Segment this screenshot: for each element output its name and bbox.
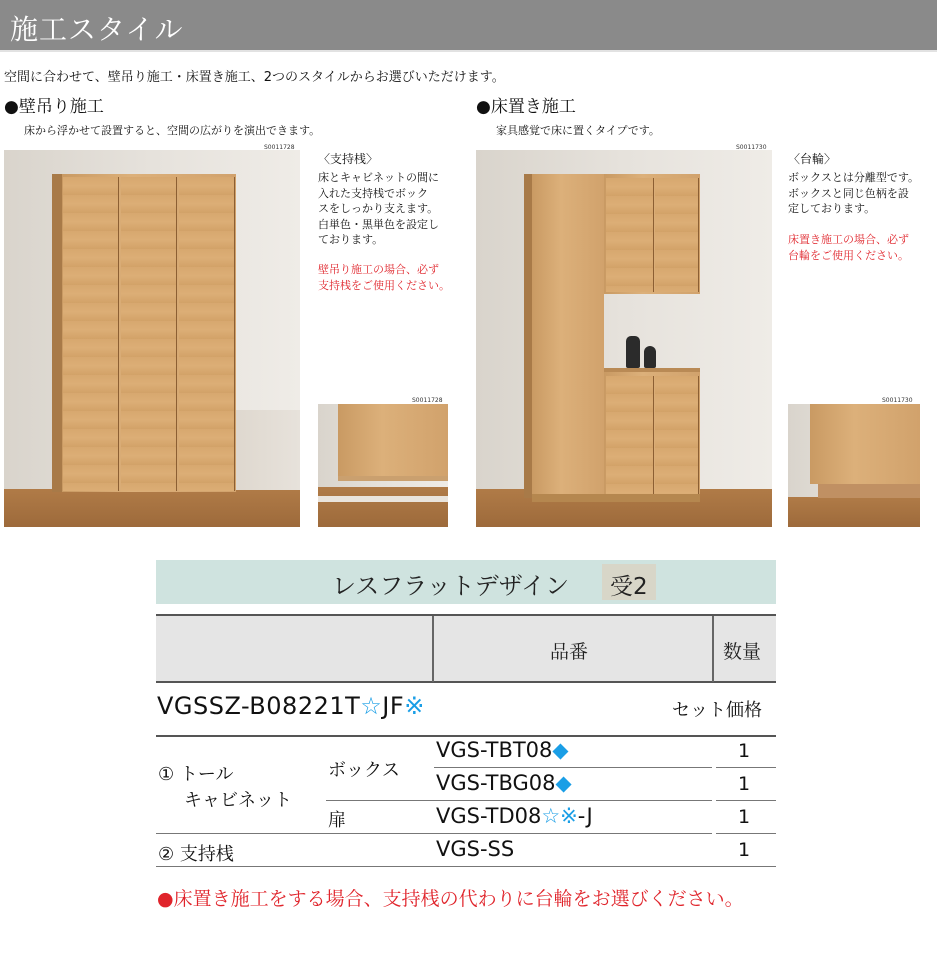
warning-line: 台輪をご使用ください。	[788, 248, 909, 262]
floor-standing-note-title: 〈台輪〉	[788, 152, 837, 166]
note-line: 床とキャビネットの間に	[318, 171, 439, 184]
design-banner	[156, 560, 776, 604]
divider	[156, 833, 712, 834]
group1-label-line: キャビネット	[184, 790, 292, 811]
note-line: 入れた支持桟でボック	[318, 186, 428, 200]
section-title: 施工スタイル	[10, 13, 184, 46]
warning-line: 壁吊り施工の場合、必ず	[318, 263, 439, 276]
wall-mount-note-title: 〈支持桟〉	[318, 152, 379, 166]
design-title: レスフラットデザイン	[332, 572, 570, 600]
note-line: ボックスと同じ色柄を設	[788, 186, 909, 200]
footer-warning: ●床置き施工をする場合、支持桟の代わりに台輪をお選びください。	[157, 888, 744, 910]
group1-label	[158, 760, 292, 812]
row-quantity: 1	[738, 740, 751, 762]
divider	[716, 833, 776, 834]
divider	[434, 767, 712, 768]
diamond-mark: ◆	[552, 738, 569, 762]
floor-standing-detail-code: S0011730	[882, 397, 913, 404]
part-number: VGS-TD08	[436, 804, 542, 828]
row-part-number	[436, 738, 569, 762]
note-line: 定しております。	[788, 202, 876, 215]
wall-mount-detail-code: S0011728	[412, 397, 443, 404]
group2-label: ② 支持桟	[158, 844, 234, 865]
floor-standing-note	[788, 170, 919, 217]
note-mark: ※	[404, 692, 425, 720]
divider	[156, 866, 776, 867]
table-header	[156, 616, 776, 682]
divider	[716, 767, 776, 768]
floor-standing-warning	[788, 232, 909, 263]
design-badge: 受2	[602, 564, 656, 600]
divider	[716, 800, 776, 801]
group1-label-line: ① トール	[158, 764, 234, 785]
part-number: VGS-TBG08	[436, 771, 556, 795]
wall-mount-note	[318, 170, 439, 248]
divider	[156, 735, 776, 737]
column-header-quantity: 数量	[723, 641, 762, 663]
model-base: VGSSZ-B08221T	[157, 692, 361, 720]
divider	[326, 800, 712, 801]
divider	[432, 616, 434, 682]
floor-standing-photo-code: S0011730	[736, 144, 767, 151]
divider	[712, 616, 714, 682]
row-part-number	[436, 771, 572, 795]
star-note-mark: ☆※	[541, 804, 578, 828]
set-price-label: セット価格	[672, 700, 762, 721]
wall-mount-photo	[4, 150, 300, 527]
diamond-mark: ◆	[555, 771, 572, 795]
intro-text: 空間に合わせて、壁吊り施工・床置き施工、2つのスタイルからお選びいただけます。	[4, 70, 505, 85]
divider	[156, 681, 776, 683]
note-line: 白単色・黒単色を設定し	[318, 217, 439, 231]
note-line: スをしっかり支えます。	[318, 202, 439, 215]
model-mid: JF	[382, 692, 405, 720]
door-label: 扉	[328, 810, 346, 831]
wall-mount-warning	[318, 262, 450, 293]
row-quantity: 1	[738, 839, 751, 861]
part-number: VGS-TBT08	[436, 738, 553, 762]
note-line: ボックスとは分離型です。	[788, 171, 920, 184]
star-mark: ☆	[360, 692, 383, 720]
wall-mount-detail-photo	[318, 404, 448, 527]
floor-standing-description: 家具感覚で床に置くタイプです。	[496, 124, 660, 137]
wall-mount-title: ●壁吊り施工	[4, 97, 104, 117]
set-model-number	[157, 692, 425, 720]
row-part-number	[436, 804, 593, 828]
wall-mount-description: 床から浮かせて設置すると、空間の広がりを演出できます。	[24, 124, 321, 137]
floor-standing-title: ●床置き施工	[476, 97, 576, 117]
part-number: VGS-SS	[436, 837, 515, 861]
wall-mount-photo-code: S0011728	[264, 144, 295, 151]
note-line: ております。	[318, 233, 384, 246]
row-part-number	[436, 837, 514, 861]
part-suffix: -J	[577, 804, 593, 828]
row-quantity: 1	[738, 806, 751, 828]
column-header-part-number: 品番	[550, 641, 589, 663]
box-label: ボックス	[328, 760, 400, 781]
warning-line: 支持桟をご使用ください。	[318, 278, 450, 292]
divider	[156, 614, 776, 616]
warning-line: 床置き施工の場合、必ず	[788, 233, 909, 246]
section-header	[0, 0, 937, 52]
floor-standing-detail-photo	[788, 404, 920, 527]
floor-standing-photo	[476, 150, 772, 527]
row-quantity: 1	[738, 773, 751, 795]
